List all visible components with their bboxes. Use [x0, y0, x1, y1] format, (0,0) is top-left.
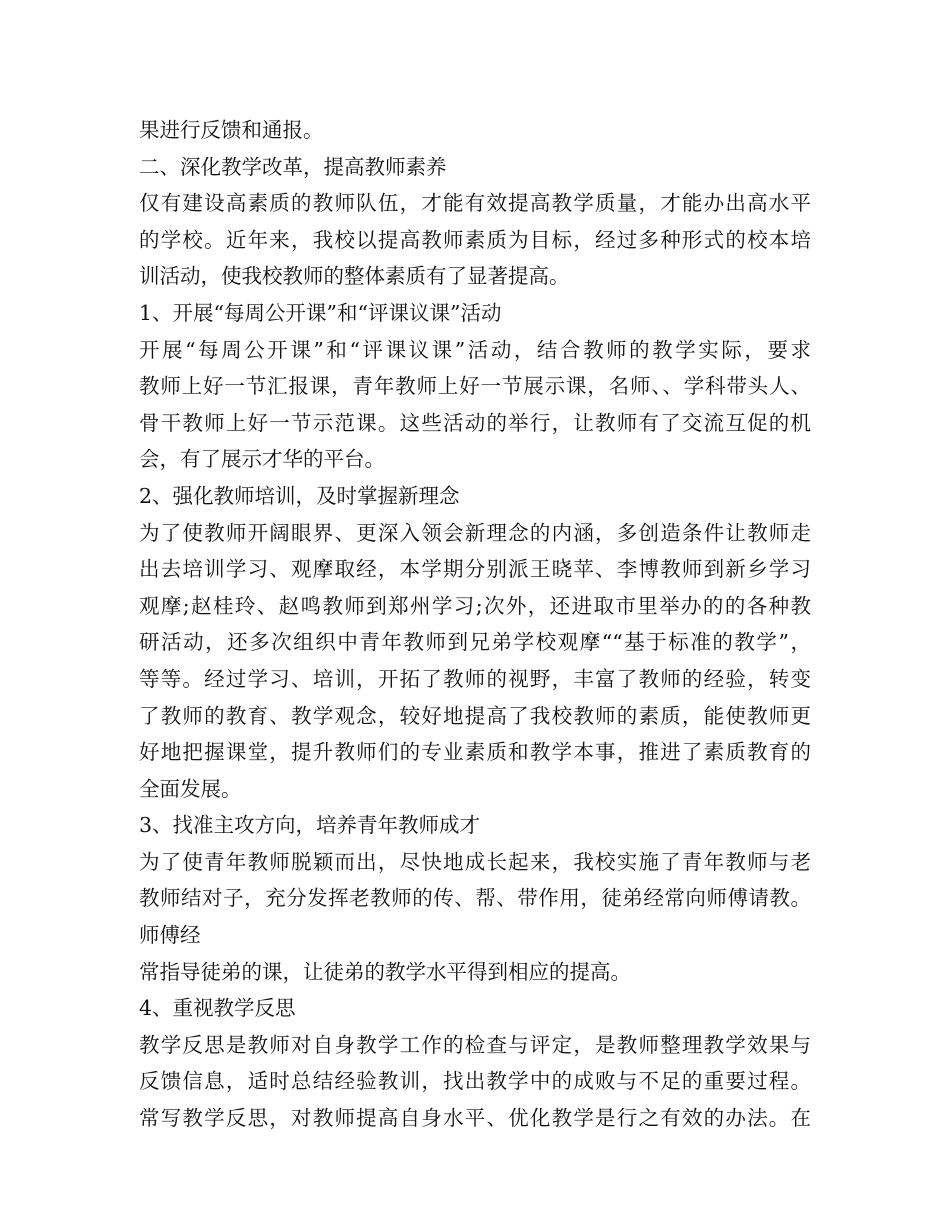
text-line: 观摩;赵桂玲、赵鸣教师到郑州学习;次外，还进取市里举办的的各种教 [139, 593, 811, 618]
subsection-heading: 4、重视教学反思 [139, 996, 296, 1021]
text-line: 出去培训学习、观摩取经，本学期分别派王晓苹、李博教师到新乡学习 [139, 557, 811, 582]
text-line: 常写教学反思，对教师提高自身水平、优化教学是行之有效的办法。在 [139, 1106, 811, 1131]
text-line: 训活动，使我校教师的整体素质有了显著提高。 [139, 264, 570, 289]
text-line: 反馈信息，适时总结经验教训，找出教学中的成败与不足的重要过程。 [139, 1069, 811, 1094]
text-line: 常指导徒弟的课，让徒弟的教学水平得到相应的提高。 [139, 959, 631, 984]
text-line: 教师结对子，充分发挥老教师的传、帮、带作用，徒弟经常向师傅请教。 [139, 886, 811, 911]
text-line: 研活动，还多次组织中青年教师到兄弟学校观摩““基于标准的教学”， [139, 630, 811, 655]
text-line: 果进行反馈和通报。 [139, 118, 324, 142]
text-line: 会，有了展示才华的平台。 [139, 447, 385, 472]
document-body [139, 112, 829, 1137]
text-line: 了教师的教育、教学观念，较好地提高了我校教师的素质，能使教师更 [139, 703, 811, 728]
text-line: 的学校。近年来，我校以提高教师素质为目标，经过多种形式的校本培 [139, 227, 811, 252]
text-line: 师傅经 [139, 923, 201, 948]
text-line: 仅有建设高素质的教师队伍，才能有效提高教学质量，才能办出高水平 [139, 191, 811, 216]
text-line: 教师上好一节汇报课，青年教师上好一节展示课，名师、、学科带头人、 [139, 374, 811, 399]
section-heading: 二、深化教学改革，提高教师素养 [139, 154, 447, 179]
text-line: 骨干教师上好一节示范课。这些活动的举行，让教师有了交流互促的机 [139, 410, 811, 435]
text-line: 等等。经过学习、培训，开拓了教师的视野，丰富了教师的经验，转变 [139, 666, 811, 691]
text-line: 为了使青年教师脱颖而出，尽快地成长起来，我校实施了青年教师与老 [139, 849, 811, 874]
text-line: 好地把握课堂，提升教师们的专业素质和教学本事，推进了素质教育的 [139, 740, 811, 765]
text-line: 教学反思是教师对自身教学工作的检查与评定，是教师整理教学效果与 [139, 1032, 811, 1057]
text-line: 开展“每周公开课”和“评课议课”活动，结合教师的教学实际，要求 [139, 337, 811, 362]
subsection-heading: 1、开展“每周公开课”和“评课议课”活动 [139, 300, 502, 325]
text-line: 全面发展。 [139, 776, 242, 801]
text-line: 为了使教师开阔眼界、更深入领会新理念的内涵，多创造条件让教师走 [139, 520, 811, 545]
subsection-heading: 3、找准主攻方向，培养青年教师成才 [139, 813, 481, 838]
subsection-heading: 2、强化教师培训，及时掌握新理念 [139, 483, 460, 508]
